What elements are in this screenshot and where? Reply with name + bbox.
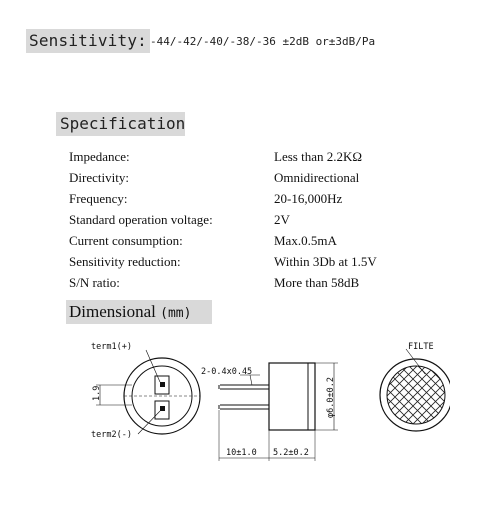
spec-name: Sensitivity reduction: [69, 254, 181, 269]
bottom-view [91, 342, 200, 440]
spec-value: Less than 2.2KΩ [274, 149, 363, 164]
filter-label: FILTE [408, 342, 434, 352]
term2-label: term2(-) [91, 430, 132, 440]
top-view-filter [380, 342, 450, 431]
dimensional-unit: (mm) [160, 306, 192, 321]
term1-label: term1(+) [91, 342, 132, 352]
spec-row-frequency [0, 190, 487, 211]
spec-row-voltage [0, 211, 487, 232]
spec-value: Omnidirectional [274, 170, 360, 185]
diameter-label: φ6.0±0.2 [326, 377, 336, 418]
spec-row-sn-ratio [0, 274, 487, 295]
lead-length-label: 10±1.0 [226, 448, 257, 458]
spec-name: Impedance: [69, 149, 130, 164]
spec-name: Directivity: [69, 170, 129, 185]
dimensional-title: Dimensional [69, 302, 156, 321]
term1-pad [160, 382, 165, 387]
dimensional-drawing [80, 334, 450, 469]
pin-size-label: 2-0.4x0.45 [201, 367, 253, 377]
height-label: 1.9 [92, 385, 102, 401]
dimensional-heading [66, 300, 212, 324]
spec-name: Standard operation voltage: [69, 212, 213, 227]
spec-value: Max.0.5mA [274, 233, 337, 248]
spec-value: Within 3Db at 1.5V [274, 254, 377, 269]
specification-heading: Specification [56, 112, 185, 136]
term2-pad [160, 406, 165, 411]
spec-row-current [0, 232, 487, 253]
spec-row-directivity [0, 169, 487, 190]
side-view [201, 363, 338, 461]
spec-name: Frequency: [69, 191, 128, 206]
spec-row-sensitivity-reduction [0, 253, 487, 274]
spec-value: 20-16,000Hz [274, 191, 343, 206]
spec-row-impedance [0, 148, 487, 169]
spec-value: More than 58dB [274, 275, 360, 290]
spec-value: 2V [274, 212, 290, 227]
spec-name: Current consumption: [69, 233, 183, 248]
sensitivity-value: -44/-42/-40/-38/-36 ±2dB or±3dB/Pa [150, 35, 376, 48]
body-height-label: 5.2±0.2 [273, 448, 309, 458]
spec-name: S/N ratio: [69, 275, 120, 290]
sensitivity-label: Sensitivity: [26, 29, 150, 53]
